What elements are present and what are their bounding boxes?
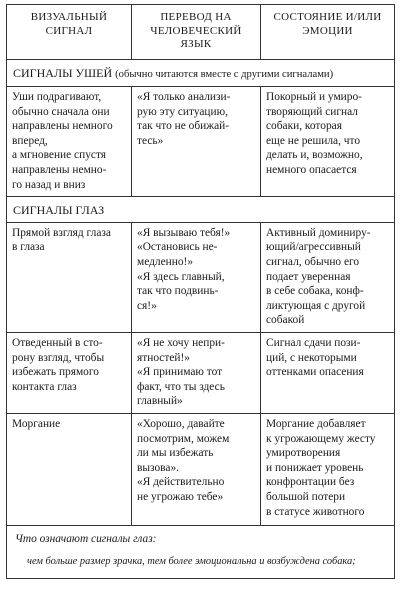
translation-line: «Остановись не- [137, 241, 218, 254]
header-visual-signal: ВИЗУАЛЬНЫЙ СИГНАЛ [7, 5, 132, 60]
state-line: умиротворения [266, 447, 341, 460]
translation-line: факт, что ты здесь [137, 380, 225, 393]
state-line: немного опасается [266, 164, 357, 177]
translation-line: так что подвинь- [137, 285, 219, 298]
signal-line: го назад и вниз [12, 178, 86, 191]
signal-line: направлены немного [12, 120, 113, 133]
translation-line: тесь» [137, 134, 164, 147]
state-line: к угрожающему жесту [266, 432, 376, 445]
translation-line: главный» [137, 395, 183, 408]
state-line: творяющий сигнал [266, 105, 358, 118]
signal-line: в глаза [12, 241, 45, 254]
signal-cell [7, 222, 132, 332]
signal-line: рону взгляд, чтобы [12, 351, 105, 364]
state-line: сигнал, обычно его [266, 256, 360, 269]
signal-cell [7, 413, 132, 525]
translation-cell [132, 333, 261, 414]
translation-line: ся!» [137, 299, 157, 312]
translation-line: ятностей!» [137, 351, 190, 364]
translation-cell [132, 413, 261, 525]
state-line: большой потери [266, 490, 346, 503]
state-line: Покорный и умиро- [266, 91, 362, 104]
header-translation: ПЕРЕВОД НА ЧЕЛОВЕЧЕСКИЙ ЯЗЫК [132, 5, 261, 60]
footer-cell [7, 525, 395, 578]
translation-line: «Я принимаю тот [137, 366, 223, 379]
state-line: в себе собака, конф- [266, 285, 364, 298]
signal-line: обычно сначала они [12, 105, 110, 118]
translation-line: «Я не хочу непри- [137, 337, 225, 349]
section-ears-row [7, 59, 395, 87]
signal-line: Прямой взгляд глаза [12, 226, 111, 239]
state-line: еще не решила, что [266, 134, 361, 147]
signals-table [6, 4, 395, 579]
footer-title: Что означают сигналы глаз: [15, 532, 157, 545]
state-line: и понижает уровень [266, 461, 364, 474]
section-eyes-row [7, 197, 395, 223]
state-line: собаки, которая [266, 120, 342, 133]
translation-line: «Я вызываю тебя!» [137, 226, 231, 239]
translation-line: не угрожаю тебе» [137, 490, 224, 503]
translation-line: «Я только анализи- [137, 91, 231, 104]
state-line: ющий/агрессивный [266, 241, 361, 254]
translation-line: вызова». [137, 461, 179, 474]
translation-cell [132, 222, 261, 332]
footer-row [7, 525, 395, 578]
state-line: подает уверенная [266, 270, 351, 283]
translation-line: посмотрим, можем [137, 432, 230, 445]
footer-body: чем больше размер зрачка, тем более эмоциональна и возбуждена собака; [27, 555, 356, 567]
translation-line: медленно!» [137, 256, 194, 269]
header-state: СОСТОЯНИЕ И/ИЛИ ЭМОЦИИ [261, 5, 395, 60]
state-line: Активный доминиру- [266, 226, 371, 239]
section-title: СИГНАЛЫ ГЛАЗ [13, 203, 105, 218]
signal-cell [7, 87, 132, 197]
section-note: (обычно читаются вместе с другими сигналами) [115, 68, 334, 80]
state-cell [261, 87, 395, 197]
signal-line: направлены немно- [12, 164, 107, 177]
signal-line: Отведенный в сто- [12, 337, 103, 349]
state-line: оттенками опасения [266, 366, 364, 379]
signal-line: контакта глаз [12, 380, 77, 393]
state-cell [261, 333, 395, 414]
translation-line: так что не обижай- [137, 120, 230, 133]
state-line: Сигнал сдачи пози- [266, 337, 361, 349]
signal-line: Уши подрагивают, [12, 91, 102, 104]
table-row [7, 413, 395, 525]
table-row [7, 87, 395, 197]
signal-line: а мгновение спустя [12, 149, 107, 162]
table-header-row [7, 5, 395, 60]
state-line: ций, с некоторыми [266, 351, 357, 364]
table-row [7, 222, 395, 332]
state-line: ликтующая с другой [266, 299, 366, 312]
section-eyes-heading [7, 197, 395, 223]
section-title: СИГНАЛЫ УШЕЙ [13, 65, 113, 80]
translation-line: ли мы избежать [137, 447, 214, 460]
state-line: делать и, возможно, [266, 149, 363, 162]
table-row [7, 333, 395, 414]
signal-cell [7, 333, 132, 414]
state-line: Моргание добавляет [266, 417, 366, 430]
state-line: собакой [266, 314, 305, 327]
state-line: в статусе животного [266, 505, 365, 518]
translation-line: «Хорошо, давайте [137, 417, 225, 430]
state-line: конфронтации без [266, 476, 355, 489]
translation-line: рую эту ситуацию, [137, 105, 228, 118]
section-ears-heading [7, 59, 395, 87]
translation-line: «Я действительно [137, 476, 225, 489]
signal-line: вперед, [12, 134, 48, 147]
signal-line: Моргание [12, 417, 61, 430]
translation-cell [132, 87, 261, 197]
translation-line: «Я здесь главный, [137, 270, 225, 283]
state-cell [261, 413, 395, 525]
signal-line: избежать прямого [12, 366, 99, 379]
state-cell [261, 222, 395, 332]
